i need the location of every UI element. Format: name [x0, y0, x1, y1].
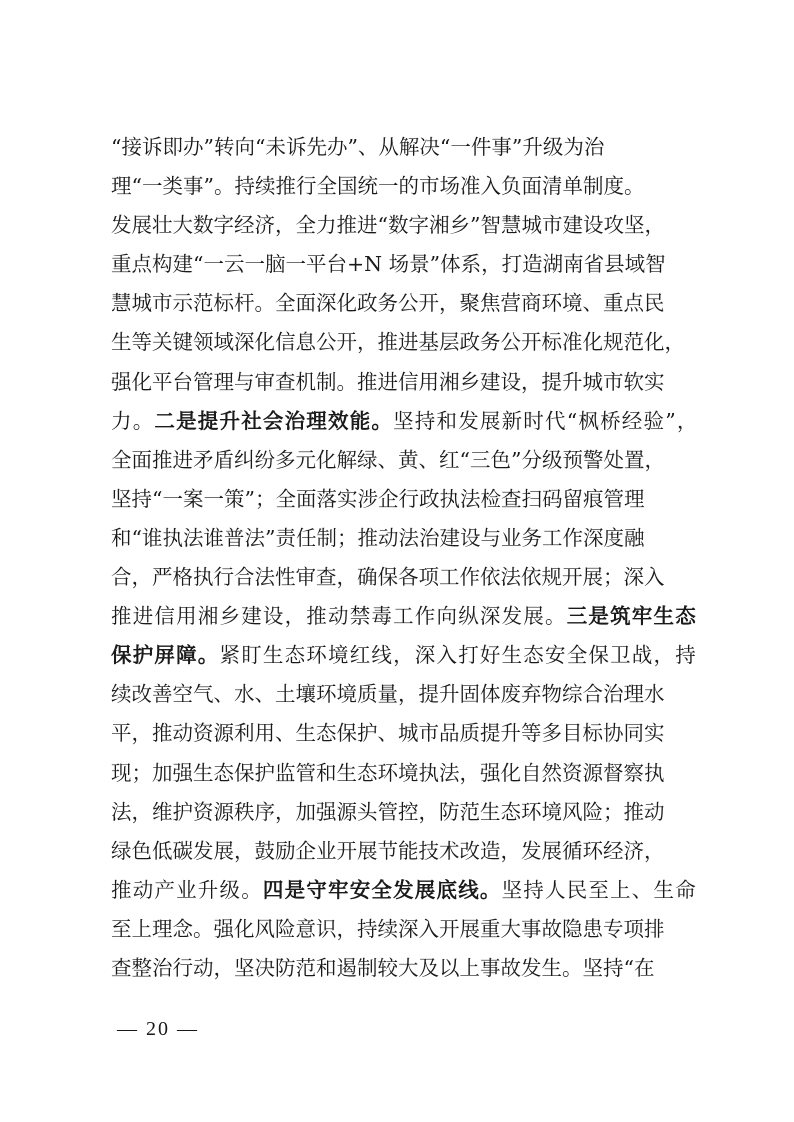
text-line [111, 949, 701, 988]
line-text: 生等关键领域深化信息公开，推进基层政务公开标准化规范化， [111, 330, 685, 355]
body-text [111, 128, 701, 988]
line-text: 至上理念。强化风险意识，持续深入开展重大事故隐患专项排 [111, 916, 665, 941]
text-line [111, 871, 701, 910]
line-text: 合，严格执行合法性审查，确保各项工作依法依规开展；深入 [111, 565, 665, 590]
line-text: 查整治行动，坚决防范和遏制较大及以上事故发生。坚持“在 [111, 955, 655, 980]
section-heading-4: 四是守牢安全发展底线。 [262, 877, 502, 902]
line-text: 强化平台管理与审查机制。推进信用湘乡建设，提升城市软实 [111, 369, 665, 394]
text-line [111, 910, 701, 949]
section-heading-3-cont: 保护屏障。 [111, 643, 220, 668]
text-line [111, 597, 701, 636]
text-line [111, 128, 701, 167]
line-text: 力。 [111, 408, 155, 433]
page-number: — 20 — [117, 1018, 199, 1040]
text-line [111, 284, 701, 323]
text-line [111, 754, 701, 793]
line-text: 全面推进矛盾纠纷多元化解绿、黄、红“三色”分级预警处置， [111, 447, 665, 472]
line-text: 慧城市示范标杆。全面深化政务公开，聚焦营商环境、重点民 [111, 291, 665, 316]
text-line [111, 519, 701, 558]
text-line [111, 793, 701, 832]
text-line [111, 206, 701, 245]
text-line [111, 675, 701, 714]
line-text: 和“谁执法谁普法”责任制；推动法治建设与业务工作深度融 [111, 525, 645, 550]
text-line [111, 323, 701, 362]
section-heading-3: 三是筑牢生态 [566, 604, 697, 629]
section-heading-2: 二是提升社会治理效能。 [154, 408, 394, 433]
line-text: 推进信用湘乡建设，推动禁毒工作向纵深发展。 [111, 604, 567, 629]
text-line [111, 402, 701, 441]
text-line [111, 714, 701, 753]
text-line [111, 245, 701, 284]
line-text: 坚持“一案一策”；全面落实涉企行政执法检查扫码留痕管理 [111, 486, 645, 511]
line-text: 推动产业升级。 [111, 877, 263, 902]
line-text: 发展壮大数字经济，全力推进“数字湘乡”智慧城市建设攻坚， [111, 213, 665, 238]
line-text: 续改善空气、水、土壤环境质量，提升固体废弃物综合治理水 [111, 682, 665, 707]
line-text: 平，推动资源利用、生态保护、城市品质提升等多目标协同实 [111, 721, 665, 746]
line-text: 重点构建“一云一脑一平台+N 场景”体系，打造湖南省县域智 [111, 252, 666, 277]
text-line [111, 832, 701, 871]
line-text: 现；加强生态保护监管和生态环境执法，强化自然资源督察执 [111, 760, 665, 785]
text-line [111, 441, 701, 480]
line-text: “接诉即办”转向“未诉先办”、从解决“一件事”升级为治 [111, 135, 605, 159]
line-text: 法，维护资源秩序，加强源头管控，防范生态环境风险；推动 [111, 799, 665, 824]
text-line [111, 558, 701, 597]
line-text: 紧盯生态环境红线，深入打好生态安全保卫战，持 [219, 643, 697, 668]
line-text: 理“一类事”。持续推行全国统一的市场准入负面清单制度。 [111, 174, 645, 199]
text-line [111, 480, 701, 519]
text-line [111, 636, 701, 675]
text-line [111, 363, 701, 402]
line-text: 绿色低碳发展，鼓励企业开展节能技术改造，发展循环经济， [111, 838, 665, 863]
line-text: 坚持人民至上、生命 [501, 877, 697, 902]
line-text: 坚持和发展新时代“枫桥经验”， [393, 408, 699, 433]
text-line [111, 167, 701, 206]
